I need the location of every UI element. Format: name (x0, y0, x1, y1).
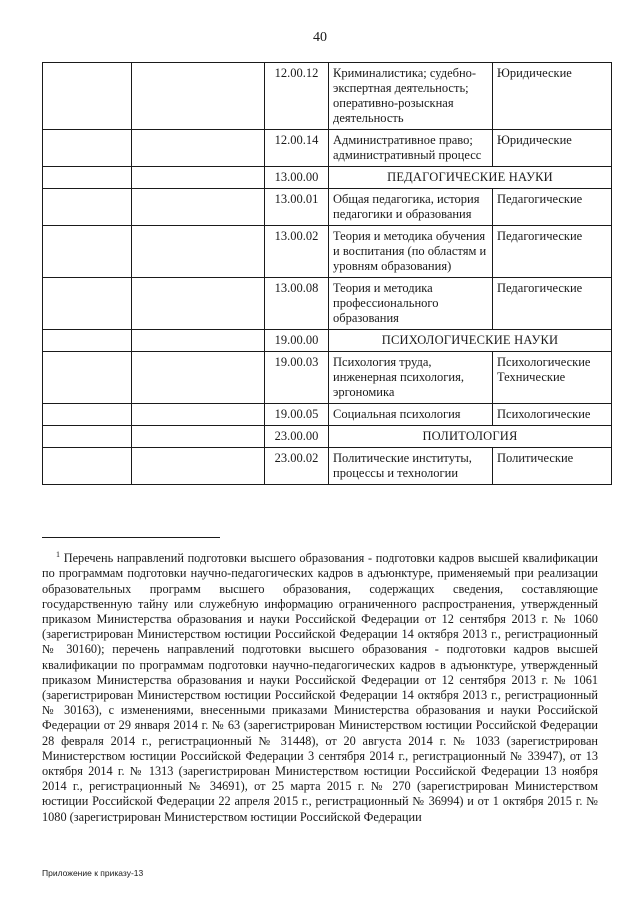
specialty-name: Теория и методика профессионального образования (329, 278, 493, 330)
specialty-code: 23.00.00 (265, 426, 329, 448)
science-branch: Психологические Технические (493, 352, 612, 404)
specialty-name: Криминалистика; судебно-экспертная деятельность; оперативно-розыскная деятельность (329, 63, 493, 130)
document-reference: Приложение к приказу-13 (42, 868, 144, 878)
specialty-code: 19.00.00 (265, 330, 329, 352)
science-group-title: ПЕДАГОГИЧЕСКИЕ НАУКИ (329, 167, 612, 189)
specialty-name: Административное право; административный процесс (329, 130, 493, 167)
footnote (42, 547, 598, 825)
table-row (43, 404, 612, 426)
empty-cell-1 (43, 448, 132, 485)
table-row (43, 352, 612, 404)
science-group-title: ПСИХОЛОГИЧЕСКИЕ НАУКИ (329, 330, 612, 352)
specialty-code: 12.00.14 (265, 130, 329, 167)
science-branch: Педагогические (493, 226, 612, 278)
table-group-row (43, 167, 612, 189)
empty-cell-2 (132, 404, 265, 426)
empty-cell-1 (43, 63, 132, 130)
empty-cell-2 (132, 448, 265, 485)
science-branch: Педагогические (493, 189, 612, 226)
science-group-title: ПОЛИТОЛОГИЯ (329, 426, 612, 448)
science-branch: Психологические (493, 404, 612, 426)
specialty-name: Политические институты, процессы и технологии (329, 448, 493, 485)
table-row (43, 278, 612, 330)
specialty-code: 13.00.02 (265, 226, 329, 278)
empty-cell-2 (132, 130, 265, 167)
specialties-table (42, 62, 612, 485)
table-row (43, 448, 612, 485)
empty-cell-2 (132, 226, 265, 278)
empty-cell-2 (132, 278, 265, 330)
empty-cell-2 (132, 352, 265, 404)
specialties-table-body (43, 63, 612, 485)
specialty-code: 13.00.08 (265, 278, 329, 330)
specialty-name: Психология труда, инженерная психология, эргономика (329, 352, 493, 404)
empty-cell-1 (43, 330, 132, 352)
empty-cell-2 (132, 167, 265, 189)
specialty-code: 13.00.00 (265, 167, 329, 189)
specialty-name: Теория и методика обучения и воспитания (по областям и уровням образования) (329, 226, 493, 278)
empty-cell-1 (43, 226, 132, 278)
footnote-divider (42, 537, 220, 538)
science-branch: Педагогические (493, 278, 612, 330)
table-group-row (43, 330, 612, 352)
table-row (43, 189, 612, 226)
page-number: 40 (313, 30, 327, 45)
science-branch: Юридические (493, 63, 612, 130)
empty-cell-1 (43, 404, 132, 426)
empty-cell-2 (132, 330, 265, 352)
science-branch: Политические (493, 448, 612, 485)
specialty-code: 12.00.12 (265, 63, 329, 130)
specialty-code: 19.00.05 (265, 404, 329, 426)
empty-cell-1 (43, 426, 132, 448)
specialty-name: Общая педагогика, история педагогики и образования (329, 189, 493, 226)
empty-cell-2 (132, 189, 265, 226)
specialty-name: Социальная психология (329, 404, 493, 426)
table-row (43, 226, 612, 278)
empty-cell-1 (43, 352, 132, 404)
empty-cell-1 (43, 278, 132, 330)
empty-cell-1 (43, 189, 132, 226)
specialty-code: 19.00.03 (265, 352, 329, 404)
empty-cell-2 (132, 426, 265, 448)
science-branch: Юридические (493, 130, 612, 167)
table-group-row (43, 426, 612, 448)
specialty-code: 23.00.02 (265, 448, 329, 485)
table-row (43, 130, 612, 167)
specialty-code: 13.00.01 (265, 189, 329, 226)
footnote-text: Перечень направлений подготовки высшего образования - подготовки кадров высшей квалификации по программам подготовки научно-педагогических кадров в адъюнктуре, применяемый при реализации образовательных программ высшего образования, содержащих сведения, составляющие государственную тайну или служебную информацию ограниченного распространения, утвержденный приказом Министерства образования и науки Российской Федерации от 12 сентября 2013 г. № 1060 (зарегистрирован Министерством юстиции Российской Федерации 14 октября 2013 г., регистрационный № 30160); перечень направлений подготовки высшего образования - подготовки кадров высшей квалификации по программам подготовки научно-педагогических кадров в адъюнктуре, утвержденный приказом Министерства образования и науки Российской Федерации от 12 сентября 2013 г. № 1061 (зарегистрирован Министерством юстиции Российской Федерации 14 октября 2013 г., регистрационный № 30163), с изменениями, внесенными приказами Министерства образования и науки Российской Федерации от 29 января 2014 г. № 63 (зарегистрирован Министерством юстиции Российской Федерации 28 февраля 2014 г., регистрационный № 31448), от 20 августа 2014 г. № 1033 (зарегистрирован Министерством юстиции Российской Федерации 3 сентября 2014 г., регистрационный № 33947), от 13 октября 2014 г. № 1313 (зарегистрирован Министерством юстиции Российской Федерации 13 ноября 2014 г., регистрационный № 34691), от 25 марта 2015 г. № 270 (зарегистрирован Министерством юстиции Российской Федерации 22 апреля 2015 г., регистрационный № 36994) и от 1 октября 2015 г. № 1080 (зарегистрирован Министерством юстиции Российской Федерации (42, 551, 598, 824)
footnote-marker: 1 (56, 550, 60, 559)
empty-cell-2 (132, 63, 265, 130)
empty-cell-1 (43, 130, 132, 167)
table-row (43, 63, 612, 130)
empty-cell-1 (43, 167, 132, 189)
